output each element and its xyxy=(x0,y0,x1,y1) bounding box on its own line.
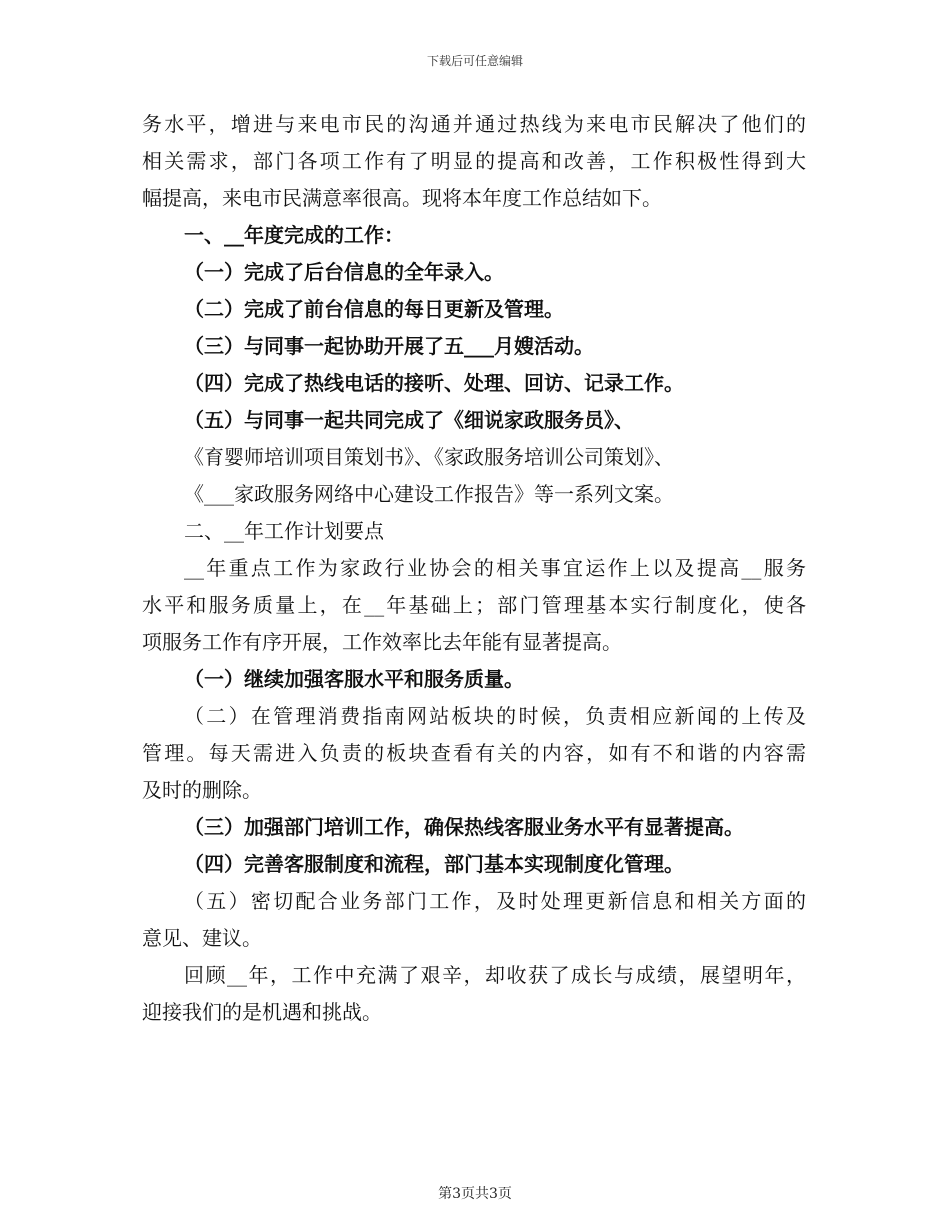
paragraph-line: 《育婴师培训项目策划书》、《家政服务培训公司策划》、 xyxy=(184,445,674,469)
paragraph-line: __年重点工作为家政行业协会的相关事宜运作上以及提高__服务 xyxy=(184,556,806,580)
paragraph-line: 迎接我们的是机遇和挑战。 xyxy=(142,1000,382,1024)
paragraph-line: 意见、建议。 xyxy=(142,926,262,950)
page-header: 下载后可任意编辑 xyxy=(426,54,523,68)
paragraph-line: 及时的删除。 xyxy=(142,778,262,802)
list-item: （四）完善客服制度和流程，部门基本实现制度化管理。 xyxy=(184,852,684,876)
list-item: （二）在管理消费指南网站板块的时候，负责相应新闻的上传及 xyxy=(184,704,806,728)
paragraph-line: 水平和服务质量上，在__年基础上；部门管理基本实行制度化，使各 xyxy=(142,593,806,617)
paragraph-line: 管理。每天需进入负责的板块查看有关的内容，如有不和谐的内容需 xyxy=(142,741,806,765)
document-body xyxy=(142,106,806,1031)
page-number: 第3页共3页 xyxy=(438,1186,512,1202)
list-item: （一）完成了后台信息的全年录入。 xyxy=(184,260,504,284)
section-heading: 一、__年度完成的工作： xyxy=(184,223,404,247)
paragraph-line: 项服务工作有序开展，工作效率比去年能有显著提高。 xyxy=(142,630,622,654)
list-item: （五）与同事一起共同完成了《细说家政服务员》、 xyxy=(184,408,634,432)
list-item: （三）与同事一起协助开展了五___月嫂活动。 xyxy=(184,334,594,358)
paragraph-line: 幅提高，来电市民满意率很高。现将本年度工作总结如下。 xyxy=(142,186,662,210)
paragraph-line: 相关需求，部门各项工作有了明显的提高和改善，工作积极性得到大 xyxy=(142,149,806,173)
list-item: （三）加强部门培训工作，确保热线客服业务水平有显著提高。 xyxy=(184,815,744,839)
paragraph-line: 务水平，增进与来电市民的沟通并通过热线为来电市民解决了他们的 xyxy=(142,112,806,136)
list-item: （二）完成了前台信息的每日更新及管理。 xyxy=(184,297,564,321)
list-item: （五）密切配合业务部门工作，及时处理更新信息和相关方面的 xyxy=(184,889,806,913)
list-item: （一）继续加强客服水平和服务质量。 xyxy=(184,667,524,691)
paragraph-line: 《___家政服务网络中心建设工作报告》等一系列文案。 xyxy=(184,482,674,506)
section-heading: 二、__年工作计划要点 xyxy=(184,519,384,543)
list-item: （四）完成了热线电话的接听、处理、回访、记录工作。 xyxy=(184,371,684,395)
paragraph-line: 回顾__年，工作中充满了艰辛，却收获了成长与成绩，展望明年， xyxy=(184,963,806,987)
